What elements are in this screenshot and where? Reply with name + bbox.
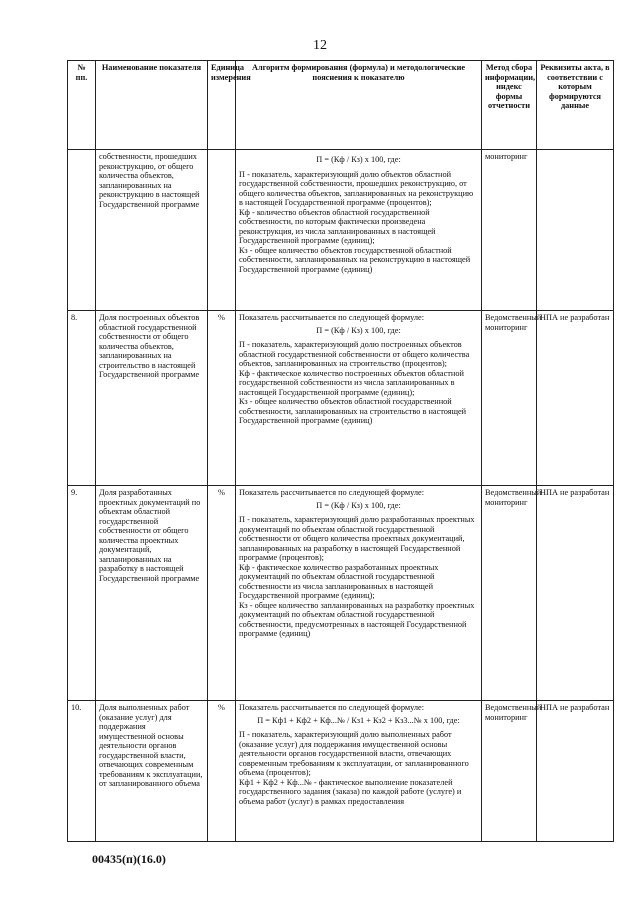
row-unit: % xyxy=(208,701,236,842)
row-explanation: П - показатель, характеризующий долю объектов областной государственной собственности, прошедших реконструкцию, от общего количества объектов, запланированных на реконструкцию в настоящей Государственной программе (процентов); xyxy=(239,169,474,208)
row-explanation: Кф - фактическое количество построенных объектов областной государственной собственности из числа запланированных в настоящей Государственной программе (единиц); xyxy=(239,368,464,397)
row-requisites xyxy=(537,150,614,311)
row-num: 9. xyxy=(68,486,96,701)
row-explanation: Кз - общее количество запланированных на разработку проектных документаций по объектам областной государственной собственности, предусмотренных в настоящей Государственной программе (единиц) xyxy=(239,600,475,639)
table-header-row xyxy=(68,61,614,150)
header-unit: Единица измерения xyxy=(208,61,236,150)
row-method: Ведомственный мониторинг xyxy=(482,311,537,486)
row-formula: П = (Кф / Кз) х 100, где: xyxy=(316,155,401,164)
header-name: Наименование показателя xyxy=(96,61,208,150)
row-explanation: Кф1 + Кф2 + Кф...№ - фактическое выполнение показателей государственного задания (заказа) по каждой работе (услуге) и объема работ (услуг) в рамках предоставления xyxy=(239,777,462,806)
row-requisites: НПА не разработан xyxy=(537,701,614,842)
row-num xyxy=(68,150,96,311)
table-row xyxy=(68,701,614,842)
row-algorithm xyxy=(236,150,482,311)
row-explanation: П - показатель, характеризующий долю выполненных работ (оказание услуг) для поддержания имущественной основы деятельности органов государственной власти, отвечающих современным требованиям к эксплуатации, от запланированного объема (процентов); xyxy=(239,730,469,778)
indicators-table xyxy=(67,60,614,842)
row-formula: П = (Кф / Кз) х 100, где: xyxy=(316,500,401,510)
row-name: собственности, прошедших реконструкцию, от общего количества объектов, запланированных на реконструкцию в настоящей Государственной программе xyxy=(96,150,208,311)
row-explanation: Кф - количество объектов областной государственной собственности, по которым фактически произведена реконструкция, из числа запланированных в настоящей Государственной программе (единиц); xyxy=(239,207,436,246)
row-name: Доля выполненных работ (оказание услуг) для поддержания имущественной основы деятельности органов государственной власти, отвечающих современным требованиям к эксплуатации, от запланированного объема xyxy=(96,701,208,842)
row-method: Ведомственный мониторинг xyxy=(482,701,537,842)
table-row xyxy=(68,486,614,701)
row-intro: Показатель рассчитывается по следующей формуле: xyxy=(239,488,425,497)
row-requisites: НПА не разработан xyxy=(537,486,614,701)
row-name: Доля разработанных проектных документаций по объектам областной государственной собственности от общего количества проектных документаций, запланированных на разработку в настоящей Государственной программе xyxy=(96,486,208,701)
row-explanation: Кз - общее количество объектов государственной областной собственности, запланированных на реконструкцию в настоящей Государственной программе (единиц) xyxy=(239,245,471,274)
header-requisites: Реквизиты акта, в соответствии с которым формируются данные xyxy=(537,61,614,150)
row-intro: Показатель рассчитывается по следующей формуле: xyxy=(239,703,425,712)
row-formula: П = (Кф / Кз) х 100, где: xyxy=(316,325,401,335)
document-code: 00435(п)(16.0) xyxy=(92,852,166,866)
row-explanation: Кф - фактическое количество разработанных проектных документаций по объектам областной государственной собственности из числа запланированных в настоящей Государственной программе (единиц); xyxy=(239,562,439,601)
row-algorithm xyxy=(236,701,482,842)
row-method: мониторинг xyxy=(482,150,537,311)
row-unit: % xyxy=(208,311,236,486)
row-method: Ведомственный мониторинг xyxy=(482,486,537,701)
row-num: 8. xyxy=(68,311,96,486)
row-unit: % xyxy=(208,486,236,701)
header-algorithm: Алгоритм формирования (формула) и методологические пояснения к показателю xyxy=(236,61,482,150)
header-num: № пп. xyxy=(68,61,96,150)
header-method: Метод сбора информации, индекс формы отчетности xyxy=(482,61,537,150)
page-number: 12 xyxy=(313,38,327,53)
row-name: Доля построенных объектов областной государственной собственности от общего количества объектов, запланированных на строительство в настоящей Государственной программе xyxy=(96,311,208,486)
row-explanation: П - показатель, характеризующий долю построенных объектов областной государственной собственности от общего количества объектов, запланированных на строительство (процентов); xyxy=(239,340,470,369)
row-explanation: П - показатель, характеризующий долю разработанных проектных документаций по объектам областной государственной собственности от общего количества проектных документаций, запланированных на разработку в настоящей Государственной программе (процентов); xyxy=(239,515,475,563)
row-num: 10. xyxy=(68,701,96,842)
row-explanation: Кз - общее количество объектов областной государственной собственности, запланированных на строительство в настоящей Государственной программе (единиц) xyxy=(239,397,467,426)
table-row xyxy=(68,311,614,486)
row-formula: П = Кф1 + Кф2 + Кф...№ / Кз1 + Кз2 + Кз3...№ х 100, где: xyxy=(257,715,460,725)
row-unit xyxy=(208,150,236,311)
row-intro: Показатель рассчитывается по следующей формуле: xyxy=(239,313,425,322)
row-requisites: НПА не разработан xyxy=(537,311,614,486)
row-algorithm xyxy=(236,486,482,701)
table-row xyxy=(68,150,614,311)
row-algorithm xyxy=(236,311,482,486)
